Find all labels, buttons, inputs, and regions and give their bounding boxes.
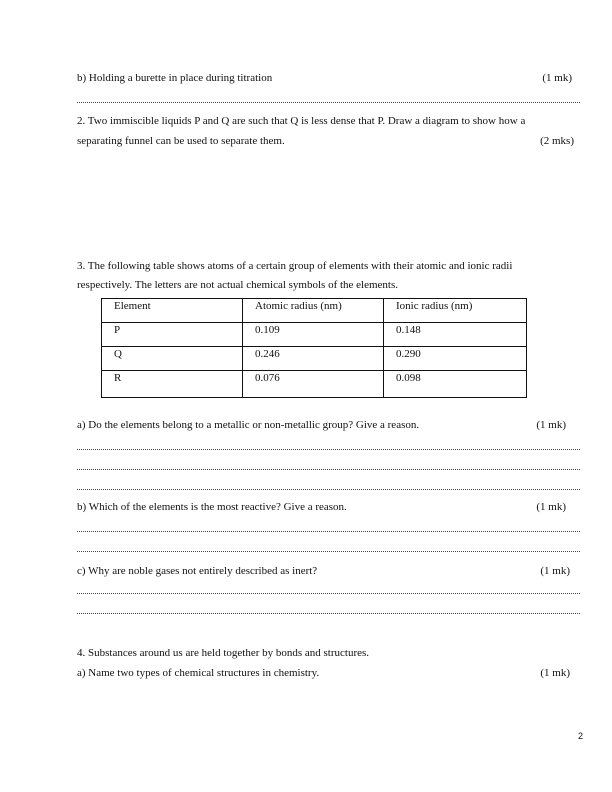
question-3a bbox=[77, 418, 580, 432]
question-text: separating funnel can be used to separate them. bbox=[77, 135, 285, 147]
question-1b bbox=[77, 71, 580, 85]
question-text: a) Name two types of chemical structures in chemistry. bbox=[77, 667, 320, 679]
table-cell: 0.290 bbox=[384, 347, 527, 371]
question-3b bbox=[77, 500, 580, 514]
table-cell: 0.246 bbox=[243, 347, 384, 371]
answer-line bbox=[77, 488, 580, 490]
marks: (1 mk) bbox=[542, 72, 572, 84]
question-3-line1: 3. The following table shows atoms of a certain group of elements with their atomic and ionic radii bbox=[77, 260, 513, 272]
answer-line bbox=[77, 530, 580, 532]
answer-line bbox=[77, 612, 580, 614]
answer-line bbox=[77, 550, 580, 552]
table-row bbox=[102, 371, 527, 398]
question-text: b) Holding a burette in place during titration bbox=[77, 72, 273, 84]
question-text: c) Why are noble gases not entirely described as inert? bbox=[77, 565, 318, 577]
question-2-line1: 2. Two immiscible liquids P and Q are such that Q is less dense that P. Draw a diagram to show how a bbox=[77, 115, 526, 127]
header-cell: Ionic radius (nm) bbox=[384, 299, 527, 323]
table-cell: 0.109 bbox=[243, 323, 384, 347]
table-header-row bbox=[102, 299, 527, 323]
table-row bbox=[102, 323, 527, 347]
question-text: a) Do the elements belong to a metallic or non-metallic group? Give a reason. bbox=[77, 419, 420, 431]
table-cell: 0.098 bbox=[384, 371, 527, 398]
table-cell: R bbox=[102, 371, 243, 398]
question-3-line2: respectively. The letters are not actual chemical symbols of the elements. bbox=[77, 279, 399, 291]
header-cell: Element bbox=[102, 299, 243, 323]
question-3c bbox=[77, 564, 580, 578]
answer-line bbox=[77, 448, 580, 450]
question-4-line1: 4. Substances around us are held together by bonds and structures. bbox=[77, 647, 370, 659]
answer-line bbox=[77, 101, 580, 103]
table-row bbox=[102, 347, 527, 371]
marks: (1 mk) bbox=[540, 565, 570, 577]
answer-line bbox=[77, 592, 580, 594]
radii-table bbox=[101, 298, 527, 398]
marks: (1 mk) bbox=[536, 419, 566, 431]
marks: (2 mks) bbox=[540, 135, 574, 147]
marks: (1 mk) bbox=[540, 667, 570, 679]
table-cell: 0.148 bbox=[384, 323, 527, 347]
answer-line bbox=[77, 468, 580, 470]
table-cell: P bbox=[102, 323, 243, 347]
question-text: b) Which of the elements is the most reactive? Give a reason. bbox=[77, 501, 347, 513]
header-cell: Atomic radius (nm) bbox=[243, 299, 384, 323]
table-cell: 0.076 bbox=[243, 371, 384, 398]
question-2-line2 bbox=[77, 134, 580, 148]
marks: (1 mk) bbox=[536, 501, 566, 513]
page-number: 2 bbox=[578, 731, 584, 741]
question-4a bbox=[77, 666, 580, 680]
table-cell: Q bbox=[102, 347, 243, 371]
